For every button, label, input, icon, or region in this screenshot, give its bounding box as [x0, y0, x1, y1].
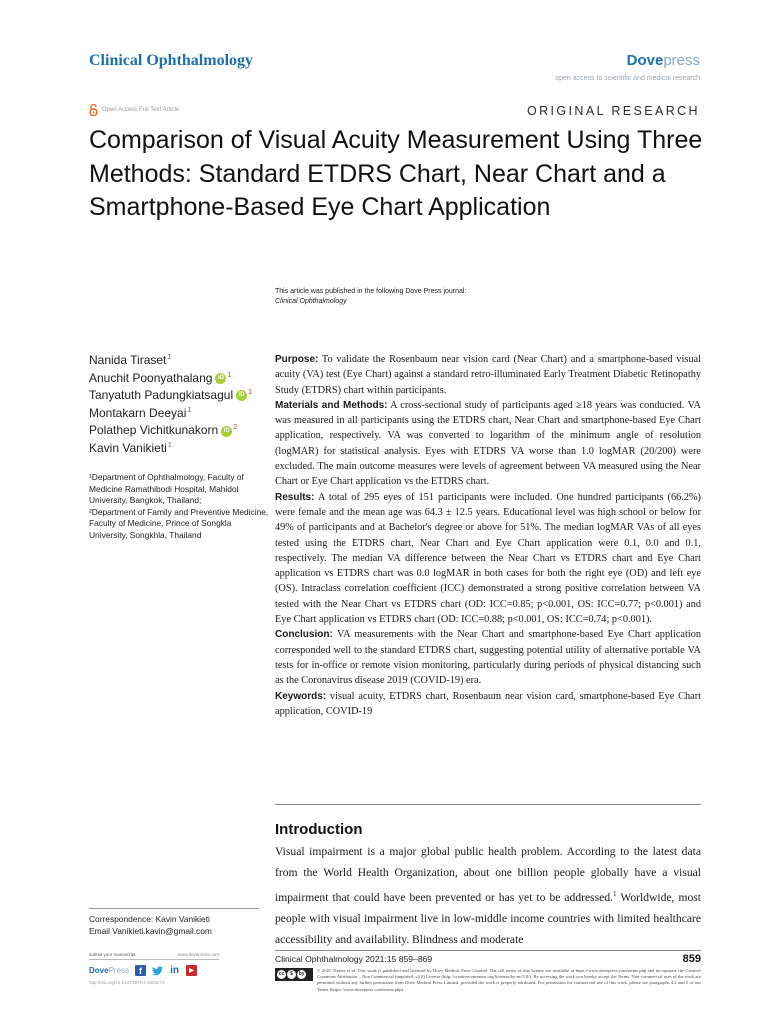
submit-manuscript-link[interactable] [89, 952, 219, 960]
abstract-heading: Purpose: [275, 354, 319, 365]
affiliation-marker: 1 [187, 406, 192, 414]
affiliation-marker: 1 [167, 354, 172, 361]
article-type: ORIGINAL RESEARCH [526, 104, 700, 118]
author[interactable] [89, 370, 252, 388]
published-in-journal[interactable]: Clinical Ophthalmology [275, 298, 347, 305]
cc-by-glyph: by [298, 971, 305, 977]
abstract-heading: Results: [275, 491, 315, 503]
author-name: Kavin Vanikieti [89, 440, 167, 455]
affiliation-marker: 1 [248, 389, 253, 397]
abstract-text: A cross-sectional study of participants aged ≥18 years was conducted. VA was measured in all participants using the ETDRS chart, Near Chart and smartphone-based Eye Chart application, respectively. VA was converted to logarithm of the minimum angle of resolution (logMAR) for statistical analysis. Eyes with ETDRS VA worse than 1.0 logMAR (20/200) were excluded. The main outcome measures were levels of agreement between VA measured using the Near Chart or Eye Chart application vs the ETDRS chart. [275, 399, 701, 488]
submit-label: submit your manuscript [89, 952, 136, 957]
author-name: Tanyatuth Padungkiatsagul [89, 388, 234, 403]
abstract-text: A total of 295 eyes of 151 participants were included. One hundred participants (66.2%) were female and the mean age was 64.3 ± 12.5 years. Educational level was high school or below for 49% of participants and at Bachelor's degree or above for 51%. The median logMAR VAs of all eyes tested using the ETDRS chart, Near Chart and Eye Chart application were 0.1, 0.0 and 0.1, respectively. The median VA difference between the Near Chart vs ETDRS chart and Eye Chart application vs ETDRS chart was 0.0 logMAR in both cases for both the right eye (OD) and left eye (OS). Intraclass correlation coefficient (ICC) demonstrated a strong positive correlation between VA tested with the Near Chart vs ETDRS chart (OD: ICC=0.85; p<0.001, OS: ICC=0.77; p<0.001) and Eye Chart application vs ETDRS chart (OD: ICC=0.88; p<0.001, OS: ICC=0.74; p<0.001). [275, 491, 701, 626]
author[interactable] [89, 387, 252, 405]
correspondence-block [89, 908, 259, 937]
cc-license-icon[interactable] [275, 968, 313, 981]
abstract [275, 352, 701, 719]
open-access-label [89, 104, 179, 116]
published-in-text: This article was published in the following Dove Press journal: [275, 288, 467, 295]
linkedin-icon[interactable]: in [170, 965, 179, 976]
dovepress-logo[interactable] [89, 966, 129, 975]
intro-text-1: Visual impairment is a major global public health problem. According to the latest data from the World Health Organization, about one billion people globally have a visual impairment that could have been prevented or has yet to be addressed. [275, 845, 701, 904]
published-in-note [275, 287, 466, 307]
footer-citation-block [275, 950, 701, 993]
dp-suffix: Press [108, 966, 130, 975]
introduction-heading: Introduction [275, 821, 363, 838]
publisher-tagline: open access to scientific and medical research [555, 75, 700, 82]
author[interactable] [89, 440, 252, 458]
abstract-methods [275, 398, 701, 490]
author-name: Nanida Tiraset [89, 353, 167, 367]
abstract-heading: Keywords: [275, 690, 327, 702]
affiliation-marker: 1 [167, 441, 172, 449]
publisher-suffix: press [663, 52, 700, 69]
cc-nc-glyph: $ [287, 970, 296, 979]
cc-glyph: cc [278, 971, 285, 977]
orcid-icon[interactable]: iD [221, 426, 232, 437]
affiliations [89, 472, 269, 542]
abstract-text: To validate the Rosenbaum near vision card (Near Chart) and a smartphone-based visual acuity (VA) test (Eye Chart) against a standard retro-illuminated Early Treatment Diabetic Retinopathy Study (ETDRS) chart within participants. [275, 354, 701, 396]
author-list [89, 352, 252, 458]
dp-main: Dove [89, 966, 109, 975]
abstract-divider [275, 804, 701, 805]
page-number: 859 [682, 953, 701, 965]
publisher-name: Dove [626, 52, 664, 69]
affiliation-1: ¹Department of Ophthalmology, Faculty of Medicine Ramathibodi Hospital, Mahidol University, Bangkok, Thailand; [89, 472, 244, 506]
correspondence-name: Correspondence: Kavin Vanikieti [89, 914, 210, 924]
citation-marker[interactable]: 1 [613, 889, 617, 898]
youtube-icon[interactable]: ▶ [186, 965, 197, 976]
abstract-keywords [275, 689, 701, 720]
open-access-text: Open Access Full Text Article [102, 107, 180, 113]
abstract-purpose [275, 352, 701, 398]
license-text: © 2021 Tiraset et al. This work is published and licensed by Dove Medical Press Limited. The full terms of this license are available at https://www.dovepress.com/terms.php and incorporate the Creative Commons Attribution – Non Commercial (unported, v3.0) License (http://creativecommons.org/licenses/by-nc/3.0/). By accessing the work you hereby accept the Terms. Non-commercial uses of the work are permitted without any further permission from Dove Medical Press Limited, provided the work is properly attributed. For permission for commercial use of this work, please see paragraphs 4.2 and 5 of our Terms (https://www.dovepress.com/terms.php). [317, 968, 701, 992]
author[interactable] [89, 405, 252, 423]
footer-publisher-block [89, 952, 219, 985]
orcid-icon[interactable]: iD [236, 390, 247, 401]
affiliation-marker: 2 [233, 424, 238, 432]
twitter-icon[interactable] [152, 965, 163, 976]
author-name: Polathep Vichitkunakorn [89, 423, 219, 438]
abstract-heading: Materials and Methods: [275, 399, 388, 411]
affiliation-2: ²Department of Family and Preventive Medicine, Faculty of Medicine, Prince of Songkla University, Songkhla, Thailand [89, 506, 269, 540]
article-title: Comparison of Visual Acuity Measurement Using Three Methods: Standard ETDRS Chart, Near Chart and a Smartphone-Based Eye Chart Application [89, 126, 703, 221]
social-row [89, 965, 219, 976]
open-access-lock-icon [89, 104, 98, 116]
correspondence-email[interactable]: Email Vanikieti.kavin@gmail.com [89, 925, 212, 936]
abstract-text: visual acuity, ETDRS chart, Rosenbaum near vision card, smartphone-based Eye Chart application, COVID-19 [275, 690, 701, 717]
orcid-icon[interactable]: iD [215, 373, 226, 384]
author-name: Montakarn Deeyai [89, 405, 187, 420]
doi-link[interactable]: http://doi.org/10.2147/OPTH.S304272 [89, 980, 165, 985]
affiliation-marker: 1 [227, 371, 232, 379]
submit-url: www.dovepress.com [177, 952, 219, 957]
abstract-results [275, 490, 701, 628]
author-name: Anuchit Poonyathalang [89, 370, 213, 385]
abstract-text: VA measurements with the Near Chart and smartphone-based Eye Chart application corresponded well to the standard ETDRS chart, suggesting potential utility of alternative portable VA tests for in-office or remote vision monitoring, particularly during periods of physical distancing such as the Coronavirus disease 2019 (COVID-19) era. [275, 629, 701, 687]
introduction-text [275, 841, 701, 950]
intro-text-2: Worldwide, most people with visual impairment live in low-middle income countries with limited healthcare accessibility and availability. Blindness and moderate [275, 890, 701, 947]
journal-name[interactable]: Clinical Ophthalmology [89, 52, 254, 69]
facebook-icon[interactable]: f [135, 965, 146, 976]
citation-line: Clinical Ophthalmology 2021:15 859–869 [275, 954, 433, 964]
publisher-logo[interactable] [555, 52, 700, 82]
abstract-heading: Conclusion: [275, 629, 333, 641]
abstract-conclusion [275, 627, 701, 688]
